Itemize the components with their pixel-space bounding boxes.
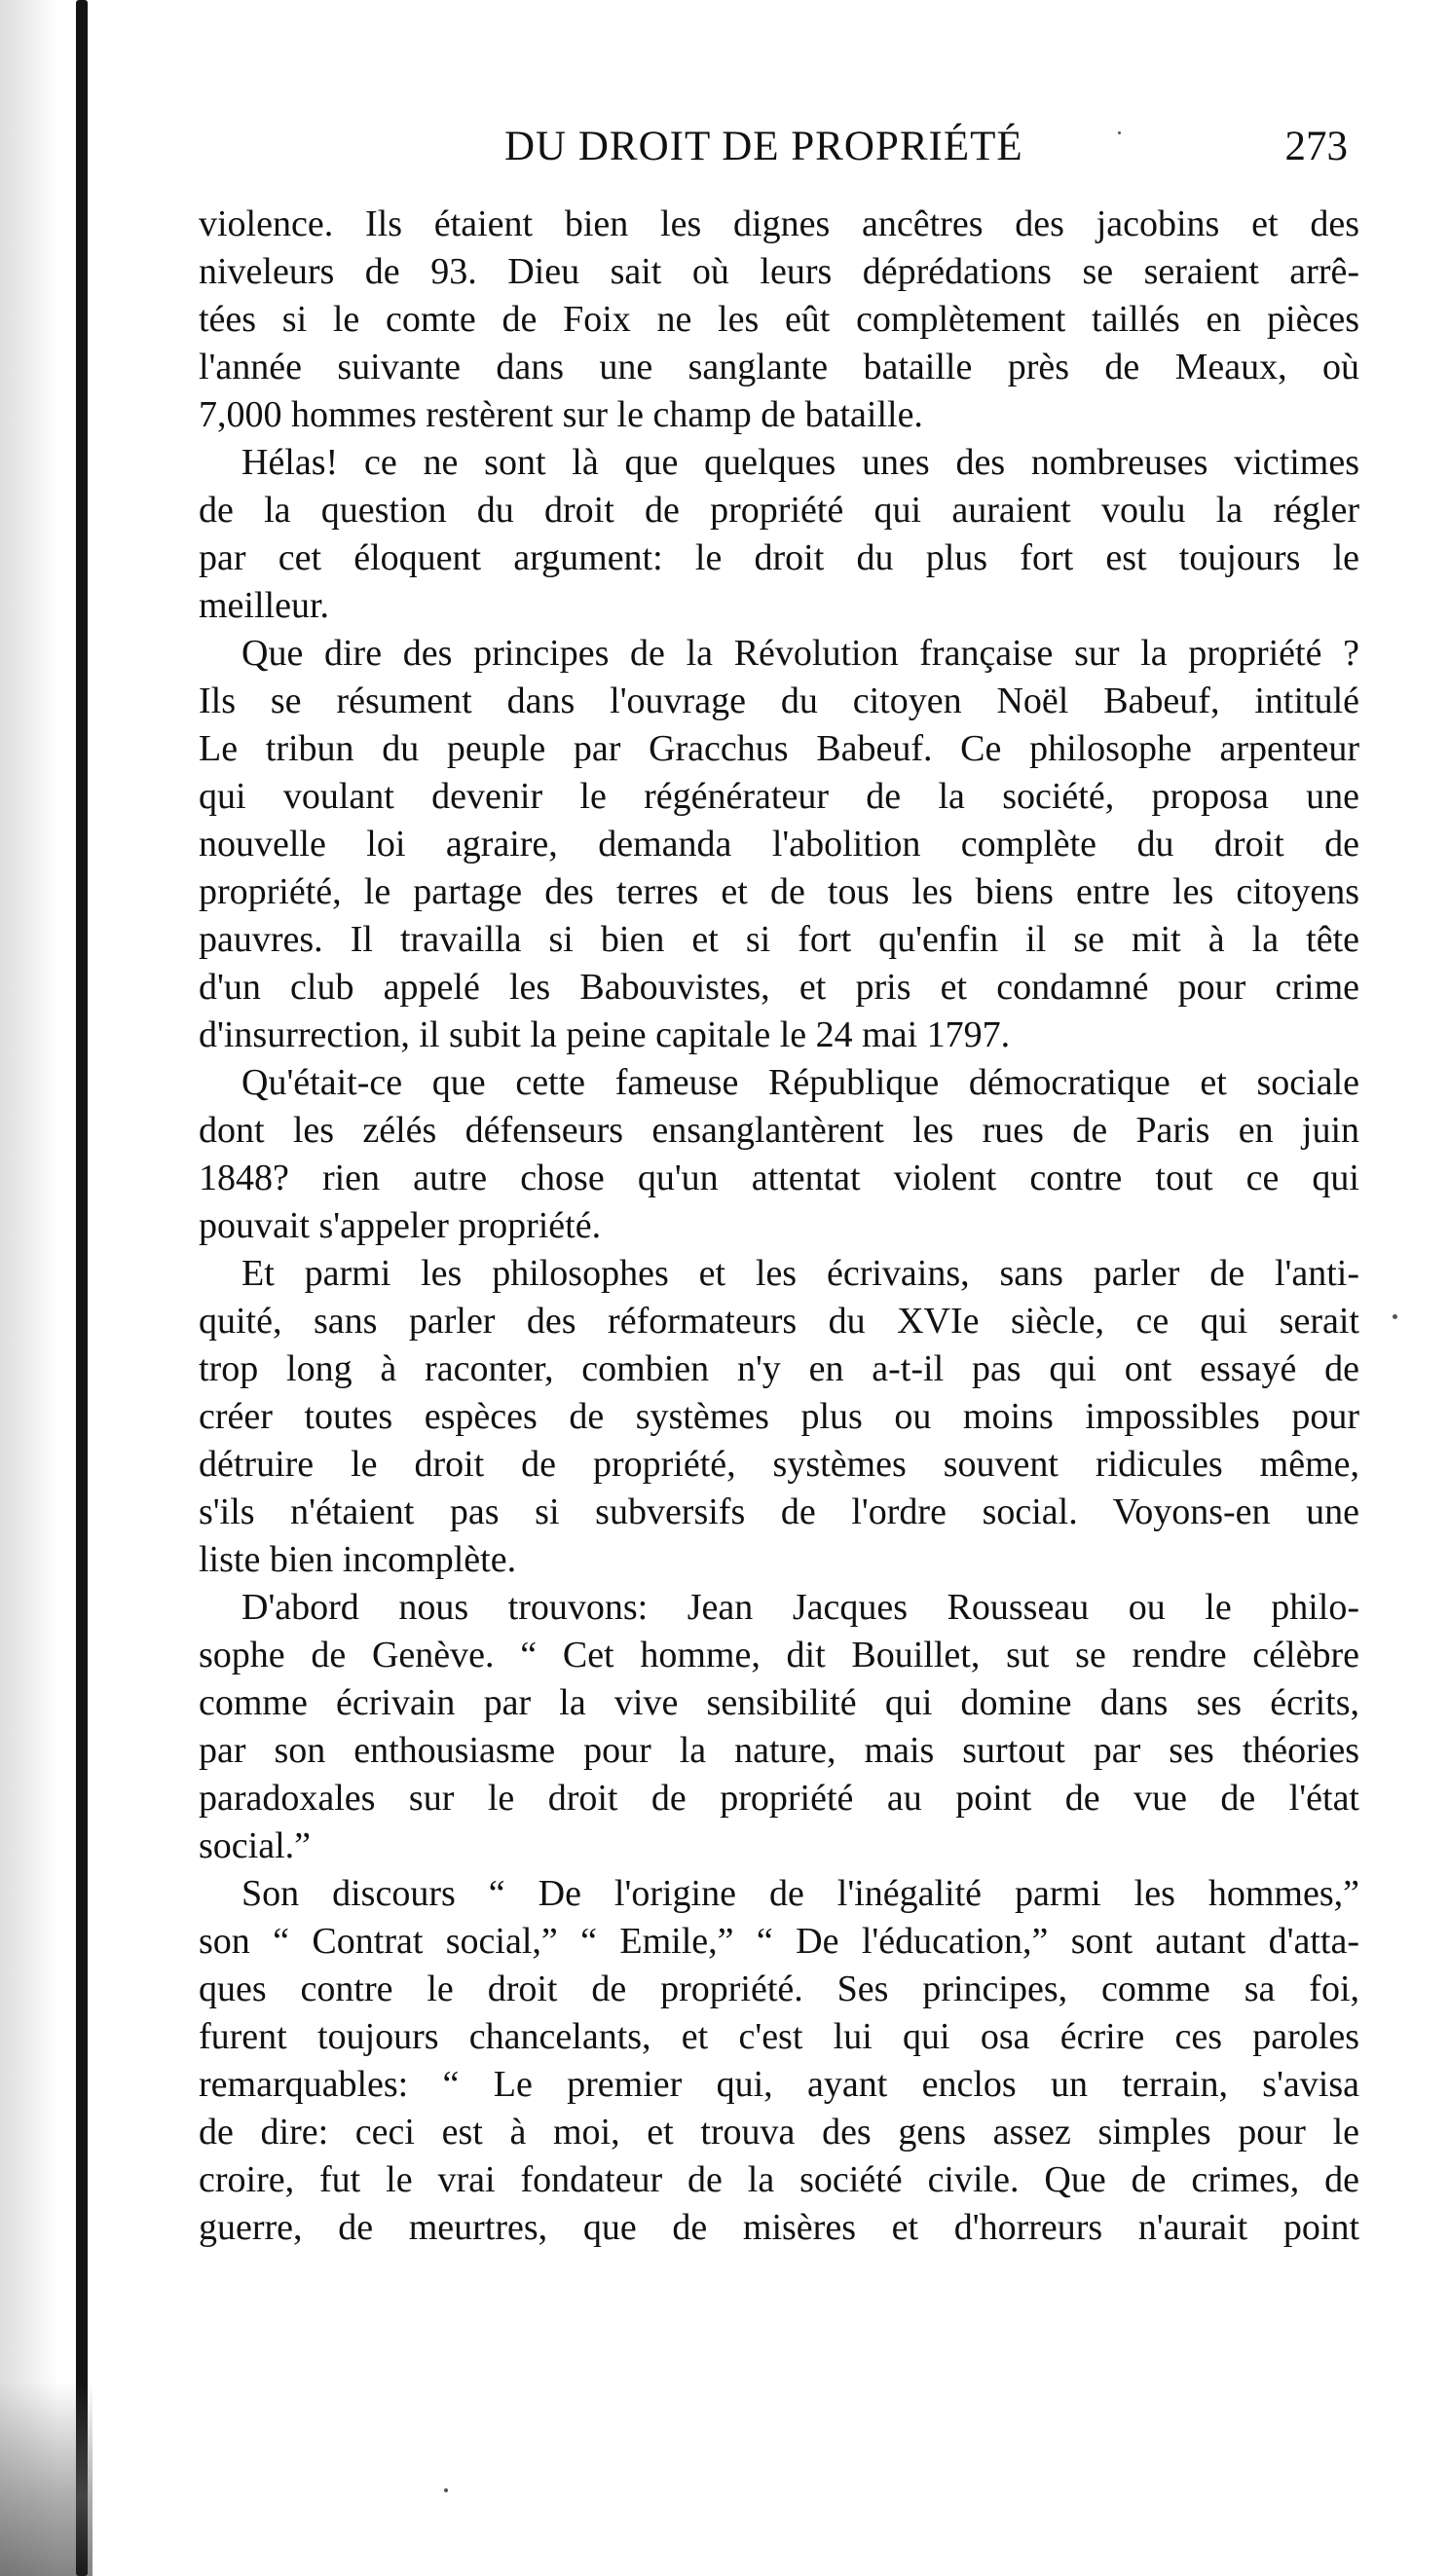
text-line: quité, sans parler des réformateurs du XVIe siècle, ce qui serait — [199, 1301, 1359, 1342]
print-speck — [444, 2488, 448, 2492]
text-line: Qu'était-ce que cette fameuse République démocratique et sociale — [242, 1062, 1359, 1103]
text-line: nouvelle loi agraire, demanda l'abolition complète du droit de — [199, 824, 1359, 865]
text-line: sophe de Genève. “ Cet homme, dit Bouillet, sut se rendre célèbre — [199, 1635, 1359, 1675]
text-line: comme écrivain par la vive sensibilité qui domine dans ses écrits, — [199, 1682, 1359, 1723]
print-speck — [1393, 1314, 1397, 1319]
text-line: liste bien incomplète. — [199, 1539, 517, 1580]
gutter-bottom-shadow — [0, 2381, 93, 2576]
text-line: 1848? rien autre chose qu'un attentat violent contre tout ce qui — [199, 1158, 1359, 1198]
paragraph — [199, 1250, 1359, 1584]
paragraph — [199, 630, 1359, 1059]
paragraph — [199, 201, 1359, 439]
text-line: de la question du droit de propriété qui auraient voulu la régler — [199, 490, 1359, 531]
paragraph — [199, 1584, 1359, 1870]
text-line: pauvres. Il travailla si bien et si fort qu'enfin il se mit à la tête — [199, 919, 1359, 960]
text-line: ques contre le droit de propriété. Ses principes, comme sa foi, — [199, 1969, 1359, 2009]
text-line: trop long à raconter, combien n'y en a-t-il pas qui ont essayé de — [199, 1348, 1359, 1389]
print-speck — [1118, 131, 1121, 134]
paragraph — [199, 1870, 1359, 2252]
text-line: d'un club appelé les Babouvistes, et pris et condamné pour crime — [199, 967, 1359, 1008]
text-line: guerre, de meurtres, que de misères et d'horreurs n'aurait point — [199, 2207, 1359, 2248]
text-line: par cet éloquent argument: le droit du plus fort est toujours le — [199, 537, 1359, 578]
running-title: DU DROIT DE PROPRIÉTÉ — [504, 124, 1023, 169]
page-number: 273 — [1284, 124, 1348, 169]
text-line: par son enthousiasme pour la nature, mais surtout par ses théories — [199, 1730, 1359, 1771]
paragraph — [199, 1059, 1359, 1250]
text-line: Le tribun du peuple par Gracchus Babeuf. Ce philosophe arpenteur — [199, 728, 1359, 769]
text-line: l'année suivante dans une sanglante bataille près de Meaux, où — [199, 347, 1359, 387]
text-line: dont les zélés défenseurs ensanglantèrent les rues de Paris en juin — [199, 1110, 1359, 1151]
text-line: de dire: ceci est à moi, et trouva des gens assez simples pour le — [199, 2112, 1359, 2153]
text-line: social.” — [199, 1825, 312, 1866]
text-line: son “ Contrat social,” “ Emile,” “ De l'éducation,” sont autant d'atta- — [199, 1921, 1359, 1962]
text-line: propriété, le partage des terres et de tous les biens entre les citoyens — [199, 871, 1359, 912]
binding-gutter — [0, 0, 117, 2576]
paragraph — [199, 439, 1359, 630]
text-line: Et parmi les philosophes et les écrivains, sans parler de l'anti- — [242, 1253, 1359, 1294]
page-header — [195, 123, 1354, 181]
text-line: tées si le comte de Foix ne les eût complètement taillés en pièces — [199, 299, 1359, 340]
text-line: croire, fut le vrai fondateur de la société civile. Que de crimes, de — [199, 2159, 1359, 2200]
text-line: qui voulant devenir le régénérateur de la société, proposa une — [199, 776, 1359, 817]
text-line: pouvait s'appeler propriété. — [199, 1205, 602, 1246]
text-line: créer toutes espèces de systèmes plus ou moins impossibles pour — [199, 1396, 1359, 1437]
gutter-shadow — [0, 0, 58, 2576]
text-line: meilleur. — [199, 585, 330, 626]
text-line: furent toujours chancelants, et c'est lui qui osa écrire ces paroles — [199, 2016, 1359, 2057]
text-line: Hélas! ce ne sont là que quelques unes des nombreuses victimes — [242, 442, 1359, 483]
text-line: niveleurs de 93. Dieu sait où leurs déprédations se seraient arrê- — [199, 251, 1359, 292]
text-line: Son discours “ De l'origine de l'inégalité parmi les hommes,” — [242, 1873, 1359, 1914]
text-line: 7,000 hommes restèrent sur le champ de bataille. — [199, 394, 923, 435]
text-line: détruire le droit de propriété, systèmes souvent ridicules même, — [199, 1444, 1359, 1485]
binding-line — [76, 0, 88, 2576]
text-line: Que dire des principes de la Révolution française sur la propriété ? — [242, 633, 1359, 674]
text-line: violence. Ils étaient bien les dignes ancêtres des jacobins et des — [199, 203, 1359, 244]
text-line: remarquables: “ Le premier qui, ayant enclos un terrain, s'avisa — [199, 2064, 1359, 2105]
text-line: D'abord nous trouvons: Jean Jacques Rousseau ou le philo- — [242, 1587, 1359, 1628]
text-line: Ils se résument dans l'ouvrage du citoyen Noël Babeuf, intitulé — [199, 681, 1359, 721]
text-line: d'insurrection, il subit la peine capitale le 24 mai 1797. — [199, 1014, 1011, 1055]
text-line: paradoxales sur le droit de propriété au point de vue de l'état — [199, 1778, 1359, 1819]
body-text — [199, 201, 1359, 2252]
text-line: s'ils n'étaient pas si subversifs de l'ordre social. Voyons-en une — [199, 1491, 1359, 1532]
